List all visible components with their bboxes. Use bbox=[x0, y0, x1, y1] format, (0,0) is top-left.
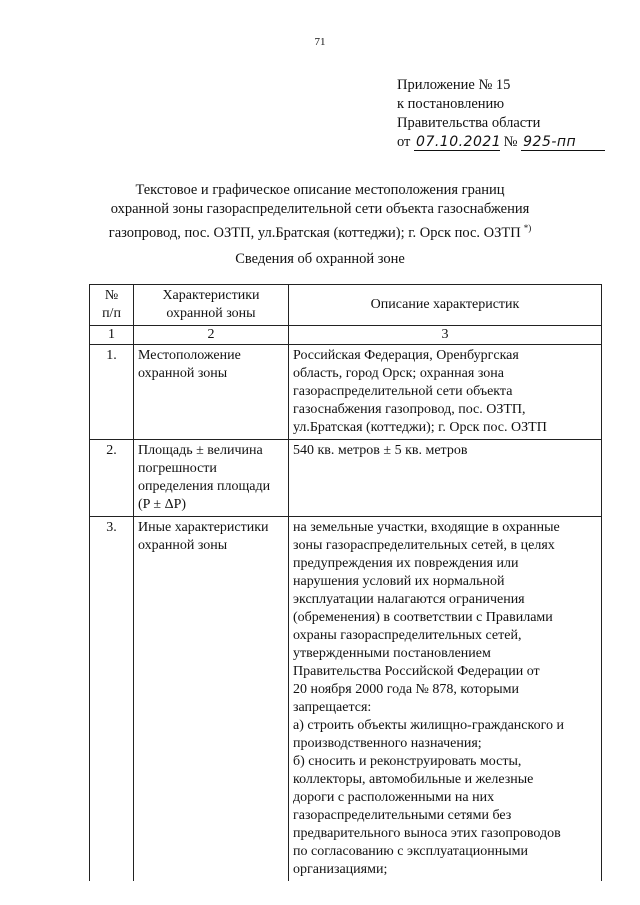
description-line: зоны газораспределительных сетей, в целях bbox=[293, 538, 555, 553]
characteristic-line: охранной зоны bbox=[138, 538, 228, 553]
description-line: утвержденными постановлением bbox=[293, 646, 491, 661]
appendix-block bbox=[397, 76, 605, 152]
document-title bbox=[80, 181, 560, 243]
description-line: эксплуатации налагаются ограничения bbox=[293, 592, 525, 607]
description-line: запрещается: bbox=[293, 700, 372, 715]
description-line: 20 ноября 2000 года № 878, которыми bbox=[293, 682, 520, 697]
appendix-title: Приложение № 15 bbox=[397, 77, 511, 93]
handwritten-number: 925-пп bbox=[521, 134, 605, 151]
row-description bbox=[289, 345, 602, 440]
description-line: дороги с расположенными на них bbox=[293, 790, 495, 805]
page-number: 71 bbox=[314, 36, 326, 48]
table-row bbox=[90, 517, 602, 882]
description-line: газораспределительными сетями без bbox=[293, 808, 512, 823]
characteristic-line: охранной зоны bbox=[138, 366, 228, 381]
appendix-resolution: к постановлению bbox=[397, 96, 505, 112]
header-description: Описание характеристик bbox=[289, 285, 602, 326]
description-line: область, город Орск; охранная зона bbox=[293, 366, 504, 381]
zone-info-table bbox=[89, 284, 602, 881]
description-line: производственного назначения; bbox=[293, 736, 482, 751]
description-line: охраны газораспределительных сетей, bbox=[293, 628, 522, 643]
appendix-date-line bbox=[397, 133, 605, 152]
column-number: 3 bbox=[289, 326, 602, 345]
date-prefix: от bbox=[397, 134, 411, 150]
handwritten-date: 07.10.2021 bbox=[416, 134, 502, 150]
row-number: 2. bbox=[90, 440, 134, 517]
column-number: 2 bbox=[134, 326, 289, 345]
column-number-row bbox=[90, 326, 602, 345]
row-characteristic bbox=[134, 345, 289, 440]
description-line: а) строить объекты жилищно-гражданского и bbox=[293, 718, 564, 733]
description-line: газораспределительной сети объекта bbox=[293, 384, 513, 399]
header-num: № п/п bbox=[90, 285, 134, 326]
description-line: организациями; bbox=[293, 862, 388, 877]
table-header-row bbox=[90, 285, 602, 326]
description-line: предупреждения их повреждения или bbox=[293, 556, 519, 571]
appendix-government: Правительства области bbox=[397, 115, 541, 131]
description-line: газоснабжения газопровод, пос. ОЗТП, bbox=[293, 402, 526, 417]
characteristic-line: Местоположение bbox=[138, 348, 241, 363]
description-line: (обременения) в соответствии с Правилами bbox=[293, 610, 553, 625]
title-line-3 bbox=[80, 219, 560, 243]
characteristic-line: погрешности bbox=[138, 461, 217, 476]
description-line: ул.Братская (коттеджи); г. Орск пос. ОЗТП bbox=[293, 420, 547, 435]
description-line: по согласованию с эксплуатационными bbox=[293, 844, 528, 859]
column-number: 1 bbox=[90, 326, 134, 345]
row-description bbox=[289, 517, 602, 882]
table-row bbox=[90, 345, 602, 440]
description-line: 540 кв. метров ± 5 кв. метров bbox=[293, 443, 468, 458]
row-characteristic bbox=[134, 517, 289, 882]
table-row bbox=[90, 440, 602, 517]
title-line-1: Текстовое и графическое описание местоположения границ bbox=[135, 182, 505, 198]
header-characteristic: Характеристики охранной зоны bbox=[134, 285, 289, 326]
row-number: 3. bbox=[90, 517, 134, 882]
description-line: Правительства Российской Федерации от bbox=[293, 664, 540, 679]
title-line-2: охранной зоны газораспределительной сети объекта газоснабжения bbox=[110, 201, 530, 217]
description-line: Российская Федерация, Оренбургская bbox=[293, 348, 519, 363]
description-line: б) сносить и реконструировать мосты, bbox=[293, 754, 522, 769]
description-line: предварительного выноса этих газопроводов bbox=[293, 826, 561, 841]
characteristic-line: (P ± ΔP) bbox=[138, 497, 187, 512]
section-subtitle: Сведения об охранной зоне bbox=[235, 251, 405, 267]
footnote-mark: *) bbox=[523, 223, 532, 233]
description-line: коллекторы, автомобильные и железные bbox=[293, 772, 534, 787]
row-description bbox=[289, 440, 602, 517]
row-characteristic bbox=[134, 440, 289, 517]
description-line: на земельные участки, входящие в охранные bbox=[293, 520, 560, 535]
characteristic-line: определения площади bbox=[138, 479, 271, 494]
characteristic-line: Иные характеристики bbox=[138, 520, 269, 535]
characteristic-line: Площадь ± величина bbox=[138, 443, 263, 458]
number-prefix: № bbox=[503, 134, 518, 150]
row-number: 1. bbox=[90, 345, 134, 440]
title-line-3-text: газопровод, пос. ОЗТП, ул.Братская (коттеджи); г. Орск пос. ОЗТП bbox=[108, 225, 521, 241]
description-line: нарушения условий их нормальной bbox=[293, 574, 505, 589]
